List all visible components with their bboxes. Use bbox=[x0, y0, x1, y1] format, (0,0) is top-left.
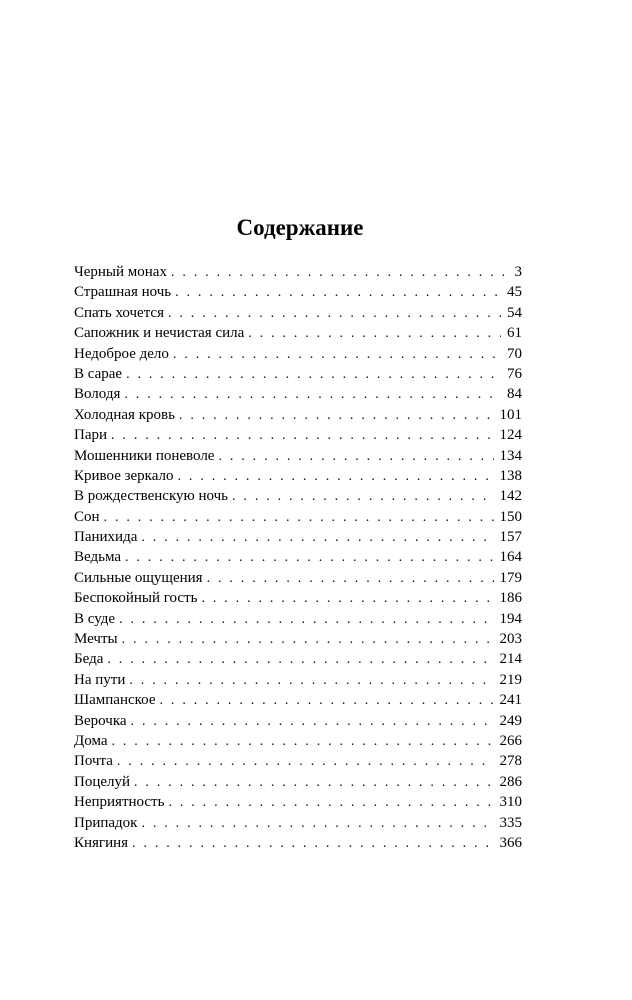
dot-leader bbox=[179, 406, 494, 426]
toc-entry-title: Кривое зеркало bbox=[74, 467, 174, 484]
toc-entry-page: 61 bbox=[507, 325, 522, 342]
toc-entry[interactable] bbox=[74, 588, 522, 608]
toc-entry-title: Черный монах bbox=[74, 264, 167, 280]
toc-entry[interactable] bbox=[74, 670, 522, 690]
toc-entry-title: Сон bbox=[74, 508, 100, 525]
toc-entry[interactable] bbox=[74, 507, 522, 527]
toc-entry-title: В суде bbox=[74, 610, 116, 627]
toc-entry[interactable] bbox=[74, 282, 522, 302]
toc-entry-page: 101 bbox=[499, 406, 522, 423]
toc-entry-title: В рождественскую ночь bbox=[74, 488, 229, 505]
toc-entry[interactable] bbox=[74, 547, 522, 567]
toc-entry[interactable] bbox=[74, 813, 522, 833]
toc-entry-page: 310 bbox=[499, 794, 522, 811]
table-of-contents bbox=[74, 262, 522, 853]
toc-entry[interactable] bbox=[74, 384, 522, 404]
toc-entry-page: 134 bbox=[499, 447, 522, 464]
dot-leader bbox=[171, 263, 509, 283]
toc-entry-page: 219 bbox=[499, 671, 522, 688]
dot-leader bbox=[218, 447, 493, 467]
toc-entry-title: Беспокойный гость bbox=[74, 590, 198, 607]
toc-entry-title: Ведьма bbox=[74, 549, 121, 566]
toc-entry[interactable] bbox=[74, 425, 522, 445]
page-title: Содержание bbox=[236, 215, 364, 240]
toc-entry[interactable] bbox=[74, 690, 522, 710]
toc-entry-title: На пути bbox=[74, 671, 126, 688]
toc-entry-title: Шампанское bbox=[74, 692, 156, 709]
dot-leader bbox=[129, 671, 493, 691]
toc-entry-page: 286 bbox=[499, 773, 522, 790]
toc-entry-title: Мечты bbox=[74, 631, 118, 648]
toc-entry[interactable] bbox=[74, 405, 522, 425]
toc-entry-title: В сарае bbox=[74, 365, 123, 382]
toc-entry-title: Володя bbox=[74, 386, 121, 403]
toc-entry-page: 70 bbox=[507, 345, 522, 362]
dot-leader bbox=[168, 793, 493, 813]
dot-leader bbox=[112, 732, 494, 752]
dot-leader bbox=[107, 650, 493, 670]
toc-entry-title: Недоброе дело bbox=[74, 345, 169, 362]
dot-leader bbox=[173, 345, 501, 365]
dot-leader bbox=[201, 589, 493, 609]
toc-entry-title: Припадок bbox=[74, 814, 138, 831]
toc-entry-page: 203 bbox=[499, 631, 522, 648]
toc-entry[interactable] bbox=[74, 486, 522, 506]
dot-leader bbox=[104, 508, 494, 528]
toc-entry-title: Неприятность bbox=[74, 794, 165, 811]
toc-entry[interactable] bbox=[74, 609, 522, 629]
toc-entry[interactable] bbox=[74, 446, 522, 466]
toc-entry-page: 164 bbox=[499, 549, 522, 566]
toc-entry-page: 266 bbox=[499, 732, 522, 749]
toc-entry-page: 194 bbox=[499, 610, 522, 627]
toc-entry-page: 278 bbox=[499, 753, 522, 770]
toc-entry-title: Пари bbox=[74, 427, 108, 444]
dot-leader bbox=[126, 365, 501, 385]
dot-leader bbox=[168, 304, 501, 324]
toc-entry[interactable] bbox=[74, 792, 522, 812]
dot-leader bbox=[122, 630, 494, 650]
toc-entry-title: Спать хочется bbox=[74, 304, 164, 321]
toc-entry[interactable] bbox=[74, 527, 522, 547]
toc-entry[interactable] bbox=[74, 731, 522, 751]
toc-entry[interactable] bbox=[74, 364, 522, 384]
toc-entry[interactable] bbox=[74, 711, 522, 731]
toc-entry-title: Сильные ощущения bbox=[74, 569, 203, 586]
toc-entry-title: Панихида bbox=[74, 529, 138, 546]
toc-entry[interactable] bbox=[74, 466, 522, 486]
toc-entry-page: 138 bbox=[499, 467, 522, 484]
toc-entry-page: 157 bbox=[499, 529, 522, 546]
toc-entry-title: Сапожник и нечистая сила bbox=[74, 325, 245, 342]
toc-entry-page: 84 bbox=[507, 386, 522, 403]
dot-leader bbox=[111, 426, 493, 446]
dot-leader bbox=[207, 569, 494, 589]
toc-entry-page: 179 bbox=[499, 569, 522, 586]
dot-leader bbox=[248, 324, 501, 344]
dot-leader bbox=[160, 691, 494, 711]
toc-entry-page: 76 bbox=[507, 365, 522, 382]
toc-entry[interactable] bbox=[74, 323, 522, 343]
dot-leader bbox=[134, 773, 493, 793]
toc-entry-page: 150 bbox=[499, 508, 522, 525]
toc-entry-page: 124 bbox=[499, 427, 522, 444]
dot-leader bbox=[119, 610, 493, 630]
toc-entry-title: Верочка bbox=[74, 712, 127, 729]
toc-entry-title: Почта bbox=[74, 753, 113, 770]
toc-entry[interactable] bbox=[74, 344, 522, 364]
dot-leader bbox=[141, 528, 493, 548]
toc-entry-page: 3 bbox=[514, 264, 522, 280]
dot-leader bbox=[141, 814, 493, 834]
toc-entry-title: Дома bbox=[74, 732, 108, 749]
toc-entry-page: 366 bbox=[499, 834, 522, 851]
toc-entry-page: 214 bbox=[499, 651, 522, 668]
toc-entry[interactable] bbox=[74, 568, 522, 588]
toc-entry-page: 241 bbox=[499, 692, 522, 709]
dot-leader bbox=[131, 712, 494, 732]
toc-entry-title: Беда bbox=[74, 651, 104, 668]
toc-entry-title: Страшная ночь bbox=[74, 284, 172, 301]
toc-entry-title: Княгиня bbox=[74, 834, 129, 851]
toc-entry[interactable] bbox=[74, 649, 522, 669]
toc-entry-page: 54 bbox=[507, 304, 522, 321]
dot-leader bbox=[132, 834, 493, 854]
toc-entry-title: Поцелуй bbox=[74, 773, 131, 790]
toc-entry-title: Холодная кровь bbox=[74, 406, 175, 423]
toc-entry[interactable] bbox=[74, 262, 522, 282]
toc-entry-page: 142 bbox=[499, 488, 522, 505]
toc-entry-page: 186 bbox=[499, 590, 522, 607]
toc-entry-title: Мошенники поневоле bbox=[74, 447, 215, 464]
toc-entry[interactable] bbox=[74, 303, 522, 323]
toc-entry-page: 249 bbox=[499, 712, 522, 729]
toc-entry[interactable] bbox=[74, 772, 522, 792]
dot-leader bbox=[125, 548, 494, 568]
dot-leader bbox=[124, 385, 501, 405]
dot-leader bbox=[175, 283, 501, 303]
toc-entry[interactable] bbox=[74, 629, 522, 649]
dot-leader bbox=[178, 467, 494, 487]
toc-entry[interactable] bbox=[74, 833, 522, 853]
dot-leader bbox=[232, 487, 493, 507]
toc-entry-page: 335 bbox=[499, 814, 522, 831]
dot-leader bbox=[117, 752, 494, 772]
toc-entry-page: 45 bbox=[507, 284, 522, 301]
toc-entry[interactable] bbox=[74, 751, 522, 771]
